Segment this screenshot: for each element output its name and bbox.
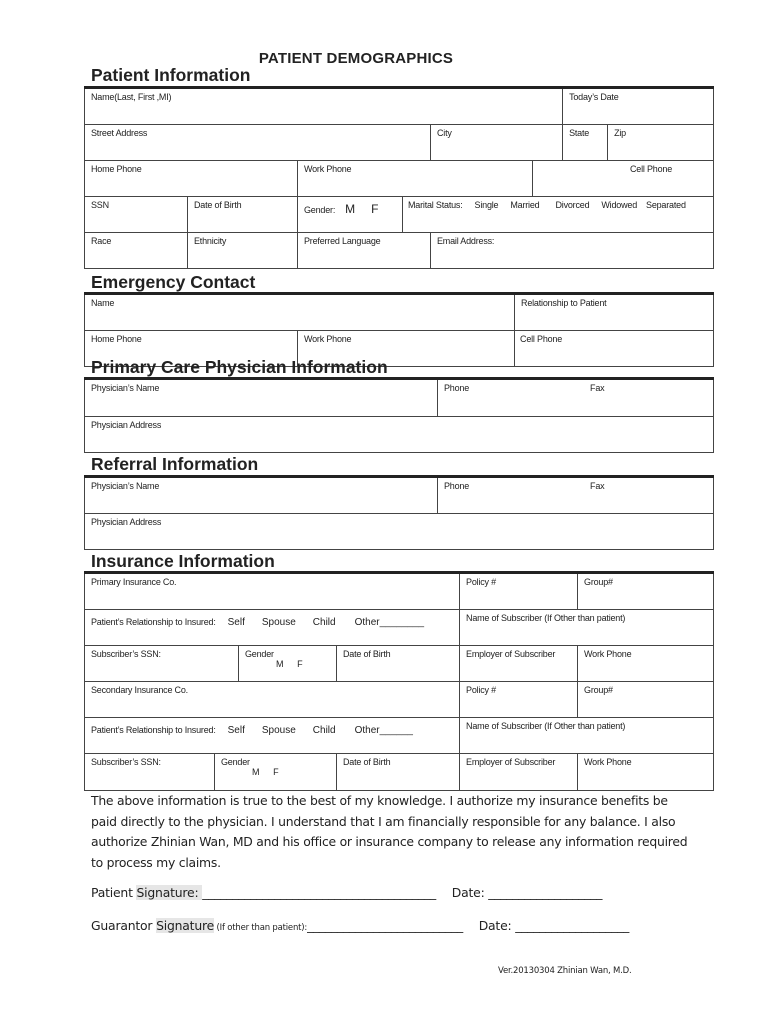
marital-status-field[interactable] xyxy=(403,197,714,233)
secondary-rel-other[interactable]: Other______ xyxy=(354,725,413,736)
patient-signature-prefix: Patient xyxy=(91,885,137,900)
pcp-phone-label: Phone xyxy=(444,383,470,393)
gender-f-option[interactable]: F xyxy=(371,202,379,216)
secondary-employer-field[interactable]: Employer of Subscriber xyxy=(460,754,578,791)
todays-date-field[interactable]: Today’s Date xyxy=(563,88,714,125)
secondary-dob-field[interactable]: Date of Birth xyxy=(337,754,460,791)
version-footer: Ver.20130304 Zhinian Wan, M.D. xyxy=(498,966,632,976)
section-heading-insurance: Insurance Information xyxy=(91,551,275,571)
city-field[interactable]: City xyxy=(431,125,563,161)
secondary-gender-label: Gender xyxy=(221,757,250,767)
primary-group-field[interactable]: Group# xyxy=(578,573,714,610)
primary-rel-spouse[interactable]: Spouse xyxy=(261,617,296,628)
referral-name-field[interactable]: Physician’s Name xyxy=(85,477,438,514)
secondary-subscriber-name-field[interactable]: Name of Subscriber (If Other than patient) xyxy=(460,718,714,754)
ssn-field[interactable]: SSN xyxy=(85,197,188,233)
pcp-name-field[interactable]: Physician’s Name xyxy=(85,379,438,417)
primary-relationship-field[interactable] xyxy=(85,610,460,646)
guarantor-date-label: Date: xyxy=(478,918,516,933)
guarantor-signature-label: Signature xyxy=(156,918,215,933)
section-heading-pcp: Primary Care Physician Information xyxy=(91,357,388,377)
marital-option-married[interactable]: Married xyxy=(510,200,540,210)
secondary-gender-field[interactable] xyxy=(215,754,337,791)
gender-field[interactable] xyxy=(298,197,403,233)
emergency-home-phone-field[interactable]: Home Phone xyxy=(85,331,298,367)
guarantor-signature-line[interactable] xyxy=(91,918,629,933)
primary-work-phone-field[interactable]: Work Phone xyxy=(578,646,714,682)
marital-option-separated[interactable]: Separated xyxy=(646,200,686,210)
referral-phone-label: Phone xyxy=(444,481,470,491)
guarantor-signature-blank[interactable]: __________________________ xyxy=(307,918,463,933)
pcp-phone-fax-field[interactable] xyxy=(438,379,714,417)
marital-option-divorced[interactable]: Divorced xyxy=(555,200,590,210)
secondary-subscriber-ssn-field[interactable]: Subscriber’s SSN: xyxy=(85,754,215,791)
primary-rel-other[interactable]: Other________ xyxy=(354,617,425,628)
referral-fax-label: Fax xyxy=(590,481,605,491)
primary-employer-field[interactable]: Employer of Subscriber xyxy=(460,646,578,682)
gender-m-option[interactable]: M xyxy=(345,202,356,216)
dob-field[interactable]: Date of Birth xyxy=(188,197,298,233)
primary-rel-child[interactable]: Child xyxy=(312,617,336,628)
secondary-rel-self[interactable]: Self xyxy=(227,725,245,736)
secondary-insurance-co-field[interactable]: Secondary Insurance Co. xyxy=(85,682,460,718)
secondary-rel-spouse[interactable]: Spouse xyxy=(261,725,296,736)
page-title: PATIENT DEMOGRAPHICS xyxy=(258,50,454,67)
cell-phone-field[interactable]: Cell Phone xyxy=(533,161,714,197)
emergency-relationship-field[interactable]: Relationship to Patient xyxy=(515,294,714,331)
patient-date-blank[interactable]: ___________________ xyxy=(488,885,603,900)
guarantor-date-blank[interactable]: ___________________ xyxy=(515,918,630,933)
home-phone-field[interactable]: Home Phone xyxy=(85,161,298,197)
patient-signature-blank[interactable]: _______________________________________ xyxy=(202,885,437,900)
race-field[interactable]: Race xyxy=(85,233,188,269)
patient-signature-label: Signature: xyxy=(136,885,203,900)
primary-subscriber-ssn-field[interactable]: Subscriber’s SSN: xyxy=(85,646,239,682)
section-heading-patient: Patient Information xyxy=(91,65,251,85)
work-phone-field[interactable]: Work Phone xyxy=(298,161,533,197)
gender-label: Gender: xyxy=(304,205,336,215)
insurance-table xyxy=(84,571,714,791)
secondary-relationship-field[interactable] xyxy=(85,718,460,754)
primary-gender-field[interactable] xyxy=(239,646,337,682)
emergency-contact-table xyxy=(84,292,714,367)
pcp-table xyxy=(84,377,714,453)
patient-name-field[interactable]: Name(Last, First ,MI) xyxy=(85,88,563,125)
state-field[interactable]: State xyxy=(563,125,608,161)
section-heading-referral: Referral Information xyxy=(91,454,259,474)
primary-subscriber-name-field[interactable]: Name of Subscriber (If Other than patient) xyxy=(460,610,714,646)
referral-address-field[interactable]: Physician Address xyxy=(85,514,714,550)
guarantor-note: (If other than patient): xyxy=(214,923,308,933)
patient-info-table xyxy=(84,86,714,269)
referral-table xyxy=(84,475,714,550)
primary-relationship-label: Patient’s Relationship to Insured: xyxy=(91,617,216,627)
referral-phone-fax-field[interactable] xyxy=(438,477,714,514)
section-heading-emergency: Emergency Contact xyxy=(91,272,256,292)
secondary-work-phone-field[interactable]: Work Phone xyxy=(578,754,714,791)
pcp-address-field[interactable]: Physician Address xyxy=(85,417,714,453)
secondary-rel-child[interactable]: Child xyxy=(312,725,336,736)
email-field[interactable]: Email Address: xyxy=(431,233,714,269)
patient-date-label: Date: xyxy=(451,885,489,900)
primary-gender-label: Gender xyxy=(245,649,274,659)
primary-rel-self[interactable]: Self xyxy=(227,617,245,628)
primary-gender-options[interactable]: M F xyxy=(276,659,303,669)
ethnicity-field[interactable]: Ethnicity xyxy=(188,233,298,269)
zip-field[interactable]: Zip xyxy=(608,125,714,161)
secondary-group-field[interactable]: Group# xyxy=(578,682,714,718)
secondary-gender-options[interactable]: M F xyxy=(252,767,279,777)
marital-option-single[interactable]: Single xyxy=(474,200,499,210)
secondary-policy-field[interactable]: Policy # xyxy=(460,682,578,718)
language-field[interactable]: Preferred Language xyxy=(298,233,431,269)
primary-insurance-co-field[interactable]: Primary Insurance Co. xyxy=(85,573,460,610)
marital-label: Marital Status: xyxy=(408,200,463,210)
secondary-relationship-label: Patient’s Relationship to Insured: xyxy=(91,725,216,735)
street-address-field[interactable]: Street Address xyxy=(85,125,431,161)
primary-policy-field[interactable]: Policy # xyxy=(460,573,578,610)
authorization-statement: The above information is true to the best of my knowledge. I authorize my insurance benefits be paid directly to the physician. I understand that I am financially responsible for any balance. I also authorize Zhinian Wan, MD and his office or insurance company to release any information required to process my claims. xyxy=(91,793,688,870)
emergency-work-phone-field[interactable]: Work Phone xyxy=(298,331,515,367)
marital-option-widowed[interactable]: Widowed xyxy=(601,200,638,210)
guarantor-signature-prefix: Guarantor xyxy=(91,918,157,933)
emergency-cell-phone-field[interactable]: Cell Phone xyxy=(515,331,714,367)
pcp-fax-label: Fax xyxy=(590,383,605,393)
emergency-name-field[interactable]: Name xyxy=(85,294,515,331)
primary-dob-field[interactable]: Date of Birth xyxy=(337,646,460,682)
patient-signature-line[interactable] xyxy=(91,885,602,900)
